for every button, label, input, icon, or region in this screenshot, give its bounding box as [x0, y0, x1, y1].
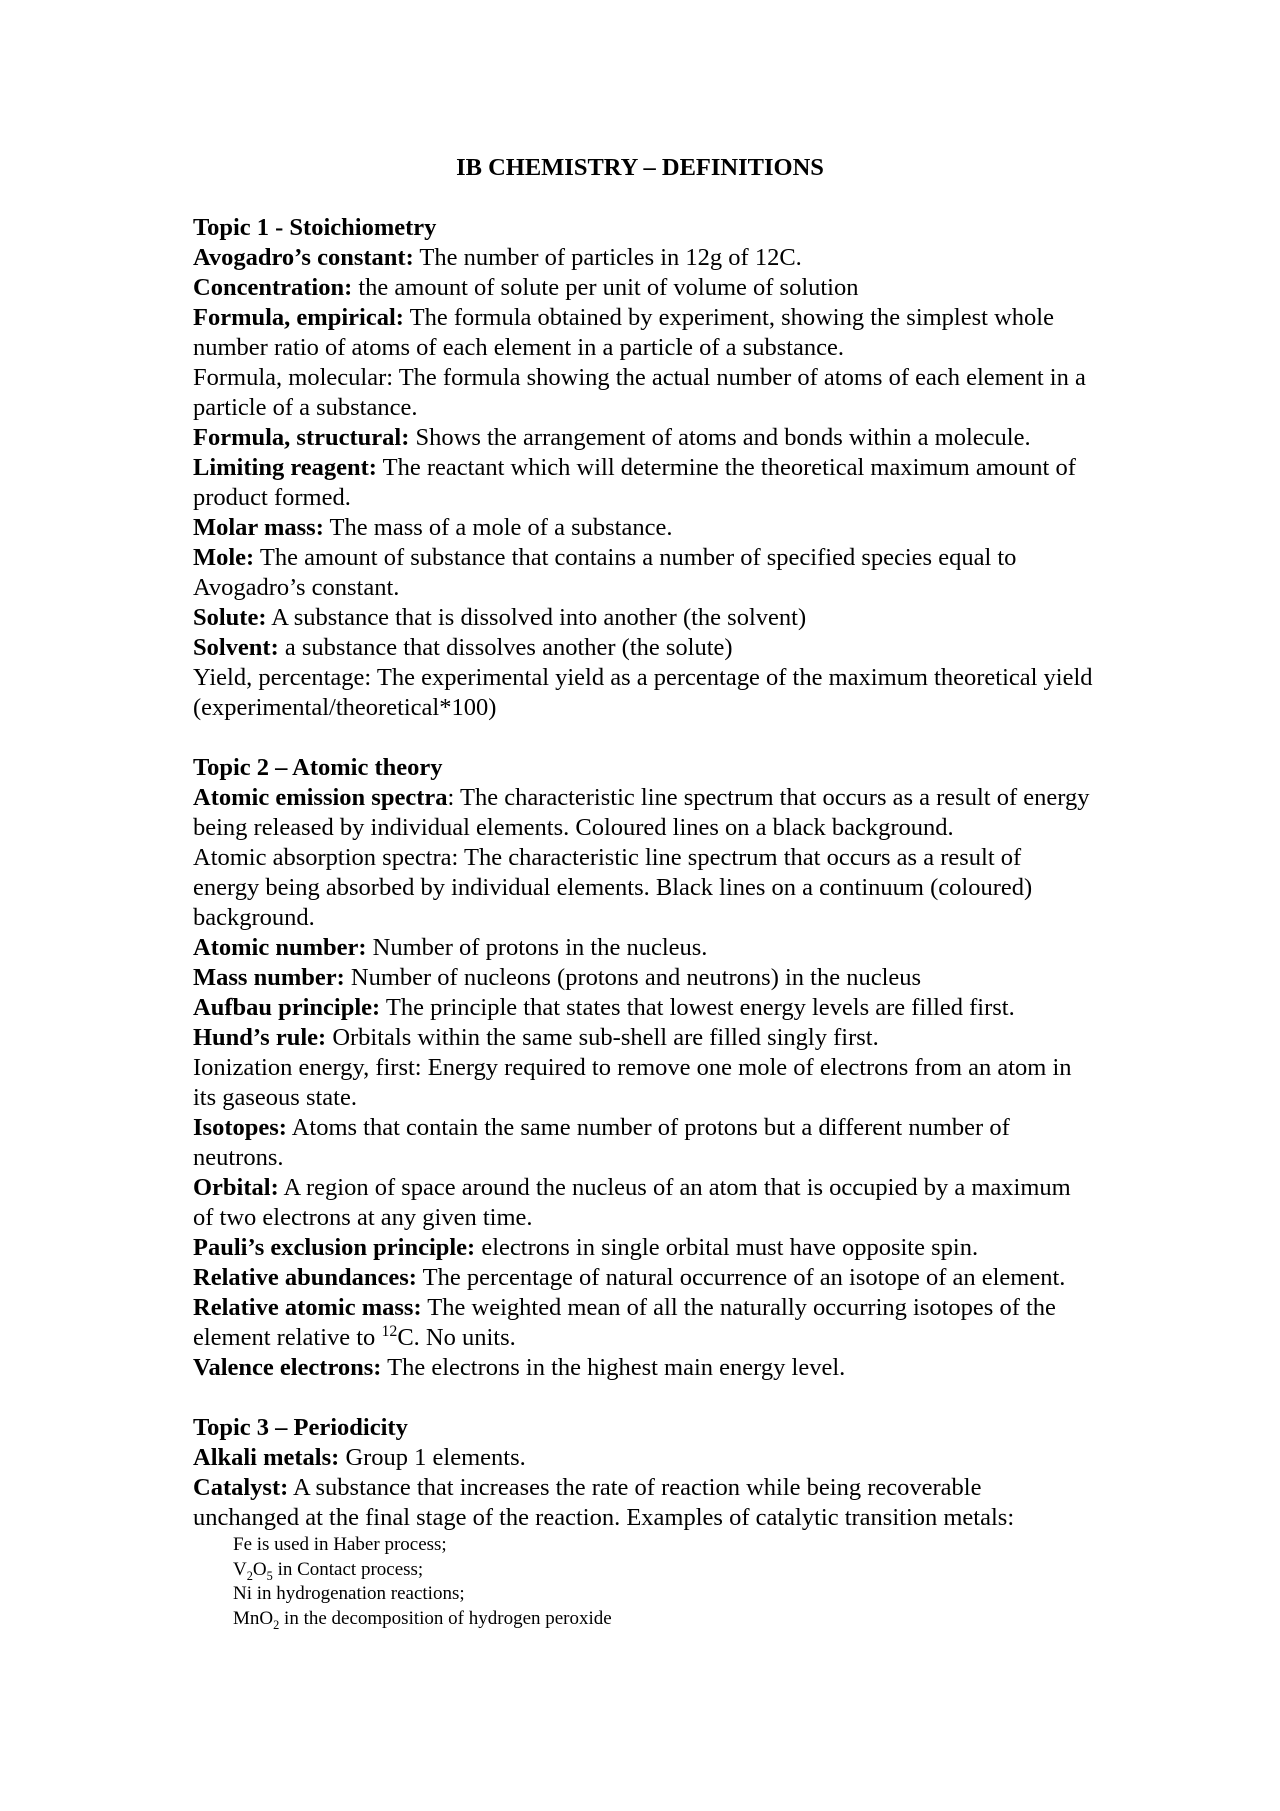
definition-entry [193, 1113, 1093, 1173]
definition-text: Group 1 elements. [339, 1444, 526, 1471]
definition-text: The principle that states that lowest energy levels are filled first. [380, 994, 1015, 1021]
definition-term: Solute: [193, 604, 267, 631]
definition-text: Atomic absorption spectra: The characteristic line spectrum that occurs as a result of energy being absorbed by individual elements. Black lines on a continuum (coloured) background. [193, 844, 1033, 931]
definition-text: Number of protons in the nucleus. [366, 934, 708, 961]
subscript: 2 [246, 1568, 253, 1583]
definition-entry [193, 513, 1093, 543]
topic-heading: Topic 3 – Periodicity [193, 1414, 408, 1441]
list-item [233, 1607, 1093, 1632]
definition-term: Formula, empirical: [193, 304, 404, 331]
definition-term: Mole: [193, 544, 255, 571]
definition-text: A substance that is dissolved into another (the solvent) [266, 604, 807, 631]
definition-text: The weighted mean of all the naturally occurring isotopes of the element relative to [193, 1294, 1056, 1351]
topic-atomic-theory [193, 753, 1093, 1383]
definition-entry [193, 423, 1093, 453]
definition-term: Pauli’s exclusion principle: [193, 1234, 476, 1261]
definition-term: Formula, structural: [193, 424, 410, 451]
definition-entry [193, 963, 1093, 993]
list-item [233, 1533, 1093, 1558]
topic-heading: Topic 2 – Atomic theory [193, 754, 443, 781]
definition-text: The amount of substance that contains a number of specified species equal to Avogadro’s constant. [193, 544, 1017, 601]
document-body [193, 213, 1093, 1631]
definition-term: Concentration: [193, 274, 353, 301]
definition-entry [193, 933, 1093, 963]
definition-term: Relative atomic mass: [193, 1294, 422, 1321]
definition-text: The electrons in the highest main energy level. [381, 1354, 846, 1381]
definition-term: Hund’s rule: [193, 1024, 327, 1051]
definition-text: A region of space around the nucleus of an atom that is occupied by a maximum of two electrons at any given time. [193, 1174, 1071, 1231]
topic-periodicity [193, 1413, 1093, 1631]
example-text: in Contact process; [272, 1558, 424, 1580]
example-text: MnO [233, 1607, 274, 1629]
definition-term: Aufbau principle: [193, 994, 381, 1021]
definition-entry [193, 783, 1093, 843]
definition-term: Valence electrons: [193, 1354, 382, 1381]
definition-text: The formula obtained by experiment, showing the simplest whole number ratio of atoms of each element in a particle of a substance. [193, 304, 1054, 361]
topic-stoichiometry [193, 213, 1093, 723]
example-text: O [252, 1558, 267, 1580]
definition-text: Shows the arrangement of atoms and bonds within a molecule. [409, 424, 1031, 451]
definition-entry [193, 543, 1093, 603]
definition-text-continued: C. No units. [397, 1324, 516, 1351]
definition-entry [193, 1443, 1093, 1473]
list-item [233, 1582, 1093, 1607]
definition-text: Ionization energy, first: Energy required to remove one mole of electrons from an atom in its gaseous state. [193, 1054, 1072, 1111]
definition-text: The reactant which will determine the theoretical maximum amount of product formed. [193, 454, 1076, 511]
definition-term: Relative abundances: [193, 1264, 417, 1291]
definition-entry [193, 1053, 1093, 1113]
definition-entry [193, 1473, 1093, 1533]
definition-entry [193, 1233, 1093, 1263]
example-text: Ni in hydrogenation reactions; [233, 1583, 465, 1604]
superscript-mass-number: 12 [381, 1322, 398, 1340]
definition-entry [193, 993, 1093, 1023]
definition-entry [193, 303, 1093, 363]
definition-term: Isotopes: [193, 1114, 287, 1141]
definition-entry [193, 1293, 1093, 1353]
definition-entry [193, 1023, 1093, 1053]
definition-text: The number of particles in 12g of 12C. [413, 244, 802, 271]
definition-entry [193, 363, 1093, 423]
definition-entry [193, 453, 1093, 513]
definition-text: A substance that increases the rate of reaction while being recoverable unchanged at the final stage of the reaction. Examples of catalytic transition metals: [193, 1474, 1015, 1531]
definition-entry [193, 273, 1093, 303]
example-text: V [233, 1558, 247, 1580]
subscript: 5 [266, 1568, 273, 1583]
definition-term: Molar mass: [193, 514, 324, 541]
definition-entry [193, 1173, 1093, 1233]
definition-text: Orbitals within the same sub-shell are filled singly first. [326, 1024, 879, 1051]
definition-text: The mass of a mole of a substance. [323, 514, 673, 541]
definition-entry [193, 633, 1093, 663]
subscript: 2 [273, 1617, 280, 1632]
definition-term: Limiting reagent: [193, 454, 377, 481]
definition-text: a substance that dissolves another (the solute) [278, 634, 733, 661]
definition-text: Number of nucleons (protons and neutrons) in the nucleus [344, 964, 922, 991]
definition-term: Solvent: [193, 634, 279, 661]
list-item [233, 1558, 1093, 1583]
definition-entry [193, 243, 1093, 273]
definition-text: The percentage of natural occurrence of an isotope of an element. [416, 1264, 1066, 1291]
definition-term: Mass number: [193, 964, 345, 991]
definition-entry [193, 1353, 1093, 1383]
definition-text: Yield, percentage: The experimental yield as a percentage of the maximum theoretical yield (experimental/theoretical*100) [193, 664, 1093, 721]
definition-term: Atomic emission spectra [193, 784, 448, 811]
definition-entry [193, 1263, 1093, 1293]
definition-term: Atomic number: [193, 934, 367, 961]
document-title: IB CHEMISTRY – DEFINITIONS [456, 154, 824, 181]
example-text: Fe is used in Haber process; [233, 1534, 447, 1555]
definition-text: Formula, molecular: The formula showing the actual number of atoms of each element in a particle of a substance. [193, 364, 1086, 421]
definition-text: electrons in single orbital must have opposite spin. [475, 1234, 979, 1261]
catalyst-examples-list [193, 1533, 1093, 1631]
definition-entry [193, 603, 1093, 633]
definition-term: Avogadro’s constant: [193, 244, 414, 271]
definition-term: Alkali metals: [193, 1444, 340, 1471]
definition-entry [193, 843, 1093, 933]
definition-term: Orbital: [193, 1174, 279, 1201]
definition-text: the amount of solute per unit of volume of solution [352, 274, 859, 301]
definition-term: Catalyst: [193, 1474, 289, 1501]
definition-text: Atoms that contain the same number of protons but a different number of neutrons. [193, 1114, 1010, 1171]
definition-entry [193, 663, 1093, 723]
example-text: in the decomposition of hydrogen peroxide [279, 1607, 612, 1629]
definition-text: : The characteristic line spectrum that occurs as a result of energy being released by individual elements. Coloured lines on a black background. [193, 784, 1090, 841]
topic-heading: Topic 1 - Stoichiometry [193, 214, 437, 241]
